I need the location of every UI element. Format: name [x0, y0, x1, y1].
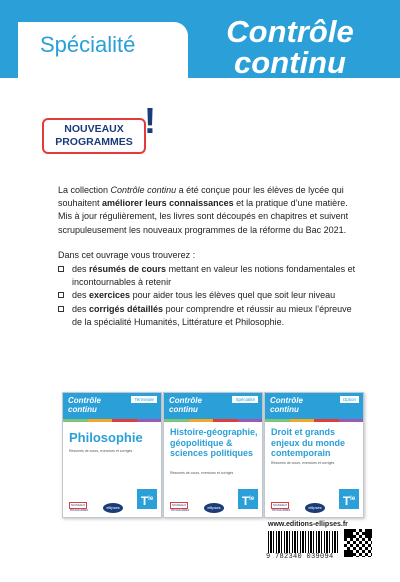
barcode-icon [268, 531, 340, 553]
qr-code-icon[interactable] [343, 528, 373, 558]
description [58, 184, 358, 329]
intro-text: a été conçue pour les élèves de lycée qui souhaitent [58, 185, 344, 209]
publisher-logo: ellipses [305, 503, 325, 513]
cover-collection-title: Contrôle continu [169, 396, 202, 414]
item-highlight: résumés de cours [89, 264, 167, 275]
book-cover-histoire-geo[interactable] [163, 392, 263, 518]
cover-level: Terminale [131, 396, 157, 403]
cover-title: Histoire-géographie, géopolitique & sciences politiques [170, 427, 258, 458]
cover-title: Philosophie [69, 430, 143, 445]
level-tag: $T^{le}$ [339, 489, 359, 509]
item-highlight: corrigés détaillés [89, 303, 164, 314]
level-tag: $T^{le}$ [137, 489, 157, 509]
checkbox-square-icon [58, 306, 64, 312]
collection-title-line1: Contrôle [226, 14, 354, 49]
update-paragraph: Mis à jour régulièrement, les livres sont découpés en chapitres et suivent scrupuleusement les nouveaux programmes de la réforme du Bac 2021. [58, 211, 349, 235]
contents-intro: Dans cet ouvrage vous trouverez : [58, 249, 196, 260]
publisher-logo: ellipses [204, 503, 224, 513]
cover-stripe [164, 419, 262, 422]
intro-highlight: améliorer leurs connaissances [102, 198, 234, 209]
checkbox-square-icon [58, 292, 64, 298]
book-cover-droit[interactable] [264, 392, 364, 518]
cover-collection-title: Contrôle continu [270, 396, 303, 414]
specialite-label: Spécialité [40, 32, 136, 57]
item-text: pour comprendre et réussir au mieux l’épreuve de la spécialité Humanités, Littérature et Philosophie. [72, 303, 352, 327]
publisher-logo: ellipses [103, 503, 123, 513]
cover-subtitle: Résumés de cours, exercices et corrigés [170, 471, 234, 475]
cover-badge: NOUVEAUX PROGRAMMES [272, 504, 291, 512]
exclamation-icon: ! [144, 100, 156, 141]
cover-stripe [63, 419, 161, 422]
collection-title [195, 16, 385, 78]
item-text: pour aider tous les élèves quel que soit leur niveau [130, 290, 336, 301]
cover-collection-title: Contrôle continu [68, 396, 101, 414]
cover-title: Droit et grands enjeux du monde contemporain [271, 427, 346, 458]
contents-list [58, 263, 358, 329]
intro-text: et la pratique d’une matière. [233, 198, 348, 209]
publisher-website[interactable]: www.editions-ellipses.fr [268, 521, 348, 528]
cover-subtitle: Résumés de cours, exercices et corrigés [69, 449, 133, 453]
item-highlight: exercices [89, 290, 131, 301]
cover-stripe [265, 419, 363, 422]
cover-level: Option [340, 396, 359, 403]
new-programs-badge [42, 118, 146, 154]
item-text: des [72, 264, 90, 275]
cover-level: Spécialité [232, 396, 258, 403]
badge-line2: PROGRAMMES [55, 136, 133, 148]
item-text: des [72, 290, 90, 301]
isbn-number: 9 782340 039094 [266, 553, 334, 561]
item-text: mettant en valeur les notions fondamentales et incontournables à retenir [72, 264, 356, 288]
intro-text: La collection [58, 185, 111, 195]
list-item [58, 303, 358, 329]
list-item [58, 289, 358, 302]
cover-subtitle: Résumés de cours, exercices et corrigés [271, 461, 335, 465]
list-item [58, 263, 358, 289]
cover-badge: NOUVEAUX PROGRAMMES [171, 504, 190, 512]
book-cover-philosophie[interactable] [62, 392, 162, 518]
checkbox-square-icon [58, 266, 64, 272]
badge-line1: NOUVEAUX [64, 123, 124, 135]
intro-paragraph [58, 184, 358, 210]
level-tag: $T^{le}$ [238, 489, 258, 509]
item-text: des [72, 303, 90, 314]
cover-badge: NOUVEAUX PROGRAMMES [70, 504, 89, 512]
collection-title-line2: continu [234, 45, 346, 80]
collection-name: Contrôle continu [110, 185, 177, 195]
